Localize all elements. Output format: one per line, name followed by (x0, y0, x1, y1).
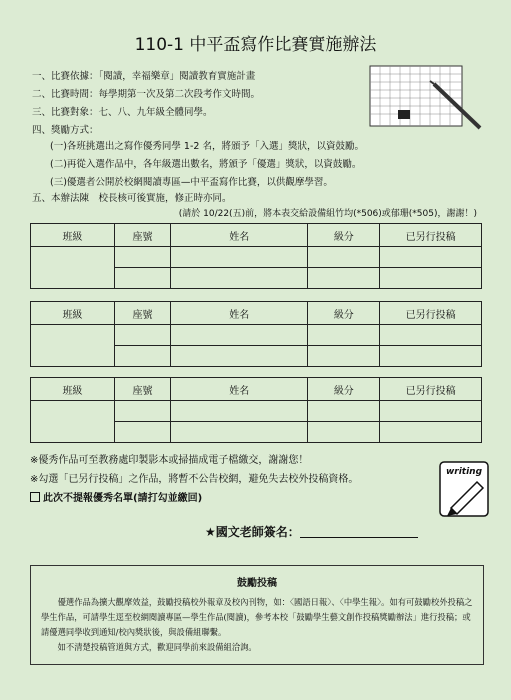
rule-1: 一、比賽依據：「閱讀，幸福樂章」閱讀教育實施計畫 (32, 71, 256, 82)
header-score: 級分 (308, 302, 380, 325)
reward-1: (一)各班挑選出之寫作優秀同學 1-2 名，將頒予「入選」獎狀，以資鼓勵。 (50, 141, 364, 152)
header-class: 班級 (31, 378, 115, 401)
writing-label: writing (445, 467, 483, 477)
class-cell[interactable] (31, 325, 115, 367)
teacher-signature: ★國文老師簽名： (205, 523, 418, 540)
header-name: 姓名 (171, 302, 308, 325)
entry-table-2 (30, 301, 482, 367)
paper-pencil-illustration (368, 64, 486, 130)
checkbox-label: 此次不提報優秀名單(請打勾並繳回) (43, 493, 203, 504)
score-cell[interactable] (308, 422, 380, 443)
submitted-cell[interactable] (380, 422, 482, 443)
score-cell[interactable] (308, 325, 380, 346)
signature-line[interactable] (300, 537, 418, 538)
table-row (31, 401, 482, 422)
note-1: ※優秀作品可至教務處印製影本或掃描成電子檔繳交，謝謝您！ (30, 455, 309, 466)
seat-cell[interactable] (114, 268, 170, 289)
rule-4: 四、獎勵方式： (32, 125, 99, 136)
score-cell[interactable] (308, 401, 380, 422)
no-submission-option[interactable] (30, 489, 202, 504)
box-paragraph-1: 優選作品為擴大觀摩效益，鼓勵投稿校外報章及校內刊物，如：〈國語日報〉、〈中學生報〉。如有可鼓勵校外投稿之學生作品，可請學生逕至校網閱讀專區—學生作品(閱讀)，參考本校「鼓勵學生藝文創作投稿獎勵辦法」進行投稿；或請優選同學收到通知/校內獎狀後，與設備組聯繫。 (41, 597, 473, 637)
score-cell[interactable] (308, 268, 380, 289)
submitted-cell[interactable] (380, 346, 482, 367)
reward-2: (二)再從入選作品中，各年級選出數名，將頒予「優選」獎狀，以資鼓勵。 (50, 159, 362, 170)
seat-cell[interactable] (114, 422, 170, 443)
header-name: 姓名 (171, 378, 308, 401)
page-title: 110-1 中平盃寫作比賽實施辦法 (134, 35, 377, 55)
submission-encouragement-box (30, 565, 484, 665)
header-score: 級分 (308, 378, 380, 401)
name-cell[interactable] (171, 247, 308, 268)
header-name: 姓名 (171, 224, 308, 247)
no-submission-checkbox[interactable] (30, 492, 40, 502)
header-seat: 座號 (114, 378, 170, 401)
name-cell[interactable] (171, 346, 308, 367)
submit-note: (請於 10/22(五)前，將本表交給設備組竹均(*506)或郁珊(*505)，謝謝！) (178, 209, 477, 219)
submitted-cell[interactable] (380, 247, 482, 268)
header-submitted: 已另行投稿 (380, 224, 482, 247)
header-class: 班級 (31, 224, 115, 247)
class-cell[interactable] (31, 401, 115, 443)
seat-cell[interactable] (114, 401, 170, 422)
seat-cell[interactable] (114, 346, 170, 367)
box-paragraph-2: 如不清楚投稿管道與方式，歡迎同學前來設備組洽詢。 (41, 642, 257, 652)
rule-3: 三、比賽對象：七、八、九年級全體同學。 (32, 107, 213, 118)
reward-3: (三)優選者公開於校網閱讀專區—中平盃寫作比賽，以供觀摩學習。 (50, 177, 333, 188)
name-cell[interactable] (171, 325, 308, 346)
rule-2: 二、比賽時間：每學期第一次及第二次段考作文時間。 (32, 89, 261, 100)
score-cell[interactable] (308, 247, 380, 268)
writing-pencil-icon (437, 458, 491, 520)
table-row (31, 325, 482, 346)
seat-cell[interactable] (114, 247, 170, 268)
header-class: 班級 (31, 302, 115, 325)
header-score: 級分 (308, 224, 380, 247)
submitted-cell[interactable] (380, 268, 482, 289)
entry-table-3 (30, 377, 482, 443)
class-cell[interactable] (31, 247, 115, 289)
name-cell[interactable] (171, 422, 308, 443)
note-2: ※勾選「已另行投稿」之作品，將暫不公告校網，避免失去校外投稿資格。 (30, 474, 359, 485)
name-cell[interactable] (171, 401, 308, 422)
box-title: 鼓勵投稿 (237, 578, 277, 589)
submitted-cell[interactable] (380, 401, 482, 422)
seat-cell[interactable] (114, 325, 170, 346)
rule-5: 五、本辦法陳 校長核可後實施，修正時亦同。 (32, 193, 232, 204)
submitted-cell[interactable] (380, 325, 482, 346)
name-cell[interactable] (171, 268, 308, 289)
entry-table-1 (30, 223, 482, 289)
table-row (31, 247, 482, 268)
header-submitted: 已另行投稿 (380, 378, 482, 401)
header-submitted: 已另行投稿 (380, 302, 482, 325)
score-cell[interactable] (308, 346, 380, 367)
header-seat: 座號 (114, 224, 170, 247)
header-seat: 座號 (114, 302, 170, 325)
